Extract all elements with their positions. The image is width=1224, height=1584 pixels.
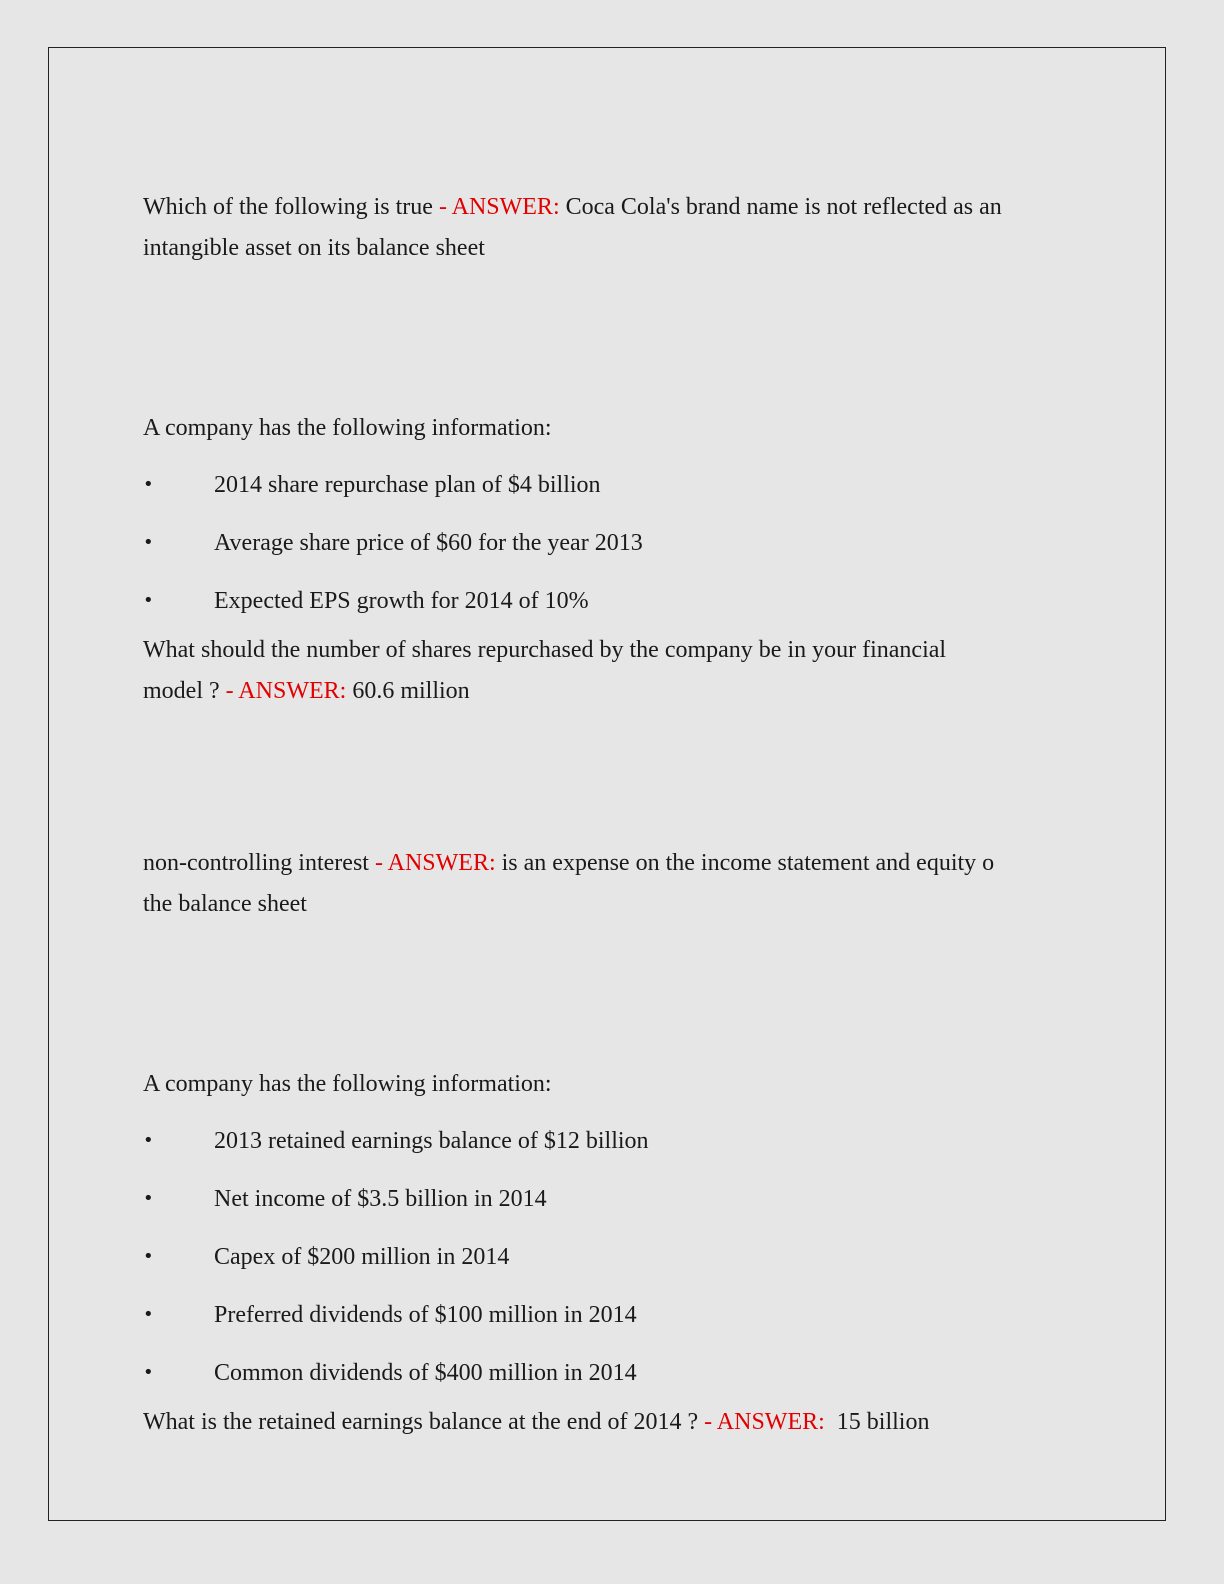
question-1	[143, 187, 1073, 269]
document-content	[143, 187, 1073, 1443]
bullet-icon: •	[143, 590, 154, 611]
bullet-icon: •	[143, 532, 154, 553]
question-2-text-line-1: What should the number of shares repurchased by the company be in your financial	[143, 637, 947, 663]
list-item	[143, 1112, 1073, 1170]
question-3-text: non-controlling interest	[143, 850, 369, 876]
list-item-text: Net income of $3.5 billion in 2014	[214, 1186, 547, 1212]
question-4-line	[143, 1402, 1073, 1443]
question-1-line-1	[143, 187, 1073, 228]
answer-1-text-line-1: Coca Cola's brand name is not reflected as an	[565, 194, 1002, 220]
answer-3-text-line-1: is an expense on the income statement and equity o	[501, 850, 995, 876]
answer-label: - ANSWER:	[225, 678, 347, 704]
list-item-text: 2013 retained earnings balance of $12 billion	[214, 1128, 649, 1154]
question-3	[143, 843, 1073, 925]
list-item	[143, 1344, 1073, 1402]
bullet-icon: •	[143, 1362, 154, 1383]
question-2-text-line-2: model ?	[143, 678, 220, 704]
bullet-icon: •	[143, 1130, 154, 1151]
question-4-intro: A company has the following information:	[143, 1071, 552, 1097]
answer-2-text: 60.6 million	[352, 678, 470, 704]
list-item	[143, 1286, 1073, 1344]
question-3-line-1	[143, 843, 1073, 884]
list-item-text: 2014 share repurchase plan of $4 billion	[214, 472, 601, 498]
question-4-text: What is the retained earnings balance at the end of 2014 ?	[143, 1409, 699, 1435]
answer-label: - ANSWER:	[438, 194, 560, 220]
answer-1-text-line-2: intangible asset on its balance sheet	[143, 235, 485, 261]
list-item-text: Capex of $200 million in 2014	[214, 1244, 510, 1270]
question-2-bullets	[143, 456, 1073, 630]
list-item	[143, 514, 1073, 572]
list-item-text: Common dividends of $400 million in 2014	[214, 1360, 637, 1386]
question-4	[143, 1056, 1073, 1443]
bullet-icon: •	[143, 474, 154, 495]
list-item	[143, 456, 1073, 514]
question-2-line-2	[143, 671, 1073, 712]
list-item	[143, 1170, 1073, 1228]
question-4-bullets	[143, 1112, 1073, 1402]
question-2-intro: A company has the following information:	[143, 415, 552, 441]
bullet-icon: •	[143, 1246, 154, 1267]
question-2	[143, 400, 1073, 712]
question-1-text: Which of the following is true	[143, 194, 433, 220]
list-item-text: Expected EPS growth for 2014 of 10%	[214, 588, 589, 614]
list-item-text: Preferred dividends of $100 million in 2014	[214, 1302, 637, 1328]
list-item	[143, 1228, 1073, 1286]
list-item	[143, 572, 1073, 630]
answer-label: - ANSWER:	[374, 850, 496, 876]
answer-4-text: 15 billion	[836, 1409, 930, 1435]
bullet-icon: •	[143, 1304, 154, 1325]
bullet-icon: •	[143, 1188, 154, 1209]
answer-label: - ANSWER:	[704, 1409, 825, 1435]
answer-3-text-line-2: the balance sheet	[143, 891, 307, 917]
list-item-text: Average share price of $60 for the year 2013	[214, 530, 643, 556]
